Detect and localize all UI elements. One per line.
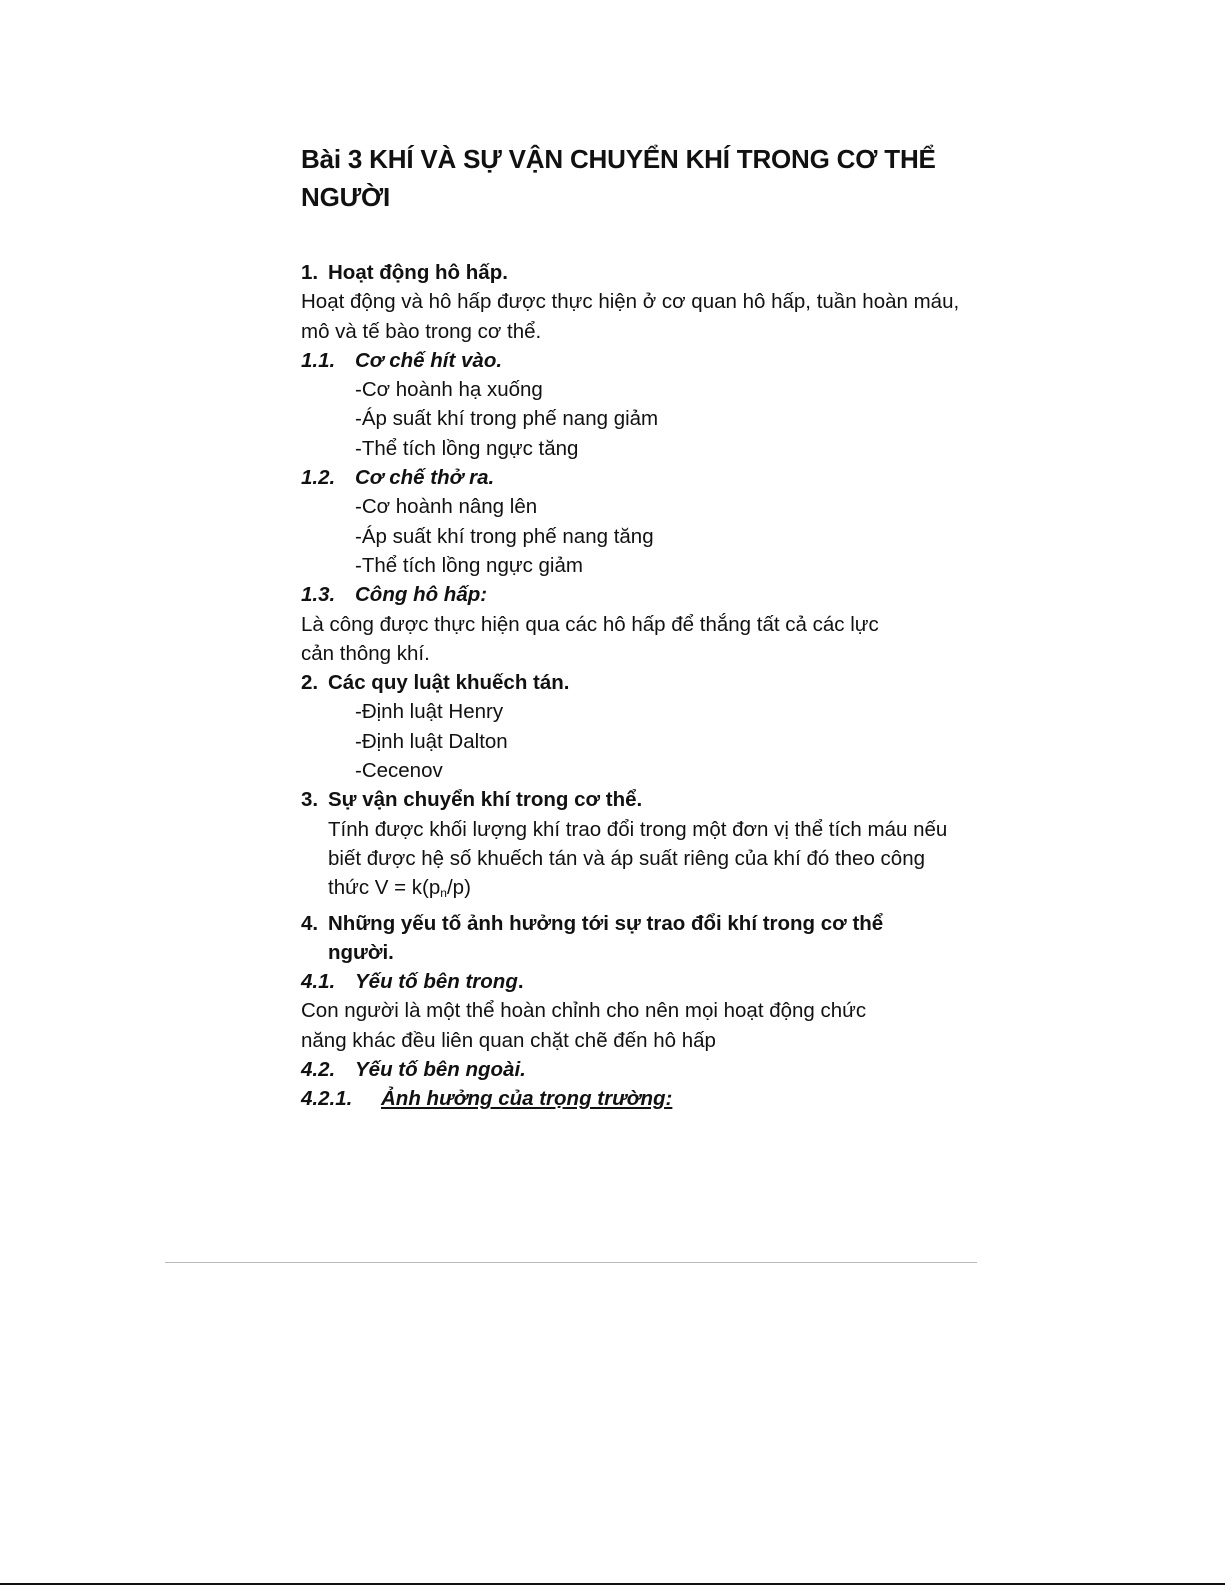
paragraph-text: Tính được khối lượng khí trao đổi trong một đơn vị thể tích máu nếu biết được hệ số khuếch tán và áp suất riêng của khí đó theo công thức V = k(p (328, 817, 948, 900)
heading-number: 4.2. (301, 1058, 336, 1082)
document-body (301, 140, 961, 1114)
heading-number: 2. (301, 671, 319, 695)
heading-text: Công hô hấp: (355, 583, 488, 607)
heading-number: 1.1. (301, 348, 336, 372)
heading-1-1 (301, 346, 961, 375)
heading-text: Cơ chế hít vào. (355, 348, 503, 372)
heading-4-2 (301, 1055, 961, 1084)
heading-text: Yếu tố bên trong (355, 970, 518, 994)
heading-1-3 (301, 580, 961, 609)
list-item: -Định luật Henry (355, 700, 504, 724)
heading-text: Những yếu tố ảnh hưởng tới sự trao đổi khí trong cơ thể người. (328, 911, 884, 964)
heading-number: 1.2. (301, 466, 336, 490)
list-item: -Cecenov (355, 759, 443, 783)
heading-text: Cơ chế thở ra. (355, 466, 495, 490)
heading-text: Yếu tố bên ngoài. (355, 1058, 526, 1082)
heading-4 (301, 909, 948, 968)
heading-number: 4.2.1. (301, 1087, 353, 1111)
heading-number: 3. (301, 788, 319, 812)
list-item: -Thể tích lồng ngực giảm (355, 553, 583, 577)
heading-2 (301, 668, 961, 697)
heading-1-2 (301, 463, 961, 492)
heading-number: 1.3. (301, 583, 336, 607)
document-title: Bài 3 KHÍ VÀ SỰ VẬN CHUYỂN KHÍ TRONG CƠ THỂ NGƯỜI (301, 144, 936, 212)
list-item: -Thể tích lồng ngực tăng (355, 436, 579, 460)
heading-end: . (517, 970, 524, 994)
list-item: -Cơ hoành nâng lên (355, 495, 538, 519)
heading-number: 4. (301, 911, 319, 935)
heading-4-2-1 (301, 1084, 961, 1113)
heading-text: Các quy luật khuếch tán. (328, 671, 570, 695)
heading-4-1 (301, 967, 961, 996)
formula-subscript: n (440, 886, 447, 901)
heading-1 (301, 258, 961, 287)
paragraph-text-end: /p) (446, 876, 471, 900)
paragraph-3 (301, 815, 961, 909)
list-item: -Định luật Dalton (355, 729, 508, 753)
heading-3 (301, 785, 961, 814)
paragraph-1-3: Là công được thực hiện qua các hô hấp để thắng tất cả các lực cản thông khí. (301, 612, 879, 665)
paragraph-1: Hoạt động và hô hấp được thực hiện ở cơ quan hô hấp, tuần hoàn máu, mô và tế bào trong cơ thể. (301, 290, 960, 343)
page-footer-divider (165, 1262, 977, 1263)
list-item: -Cơ hoành hạ xuống (355, 378, 543, 402)
list-item: -Áp suất khí trong phế nang giảm (355, 407, 659, 431)
heading-text: Hoạt động hô hấp. (328, 261, 508, 284)
heading-number: 4.1. (301, 970, 336, 994)
heading-text: Sự vận chuyển khí trong cơ thể. (328, 788, 643, 812)
heading-text: Ảnh hưởng của trọng trường: (381, 1087, 673, 1111)
list-item: -Áp suất khí trong phế nang tăng (355, 524, 654, 548)
heading-number: 1. (301, 261, 319, 284)
paragraph-4-1: Con người là một thể hoàn chỉnh cho nên mọi hoạt động chức năng khác đều liên quan chặt chẽ đến hô hấp (301, 999, 867, 1052)
